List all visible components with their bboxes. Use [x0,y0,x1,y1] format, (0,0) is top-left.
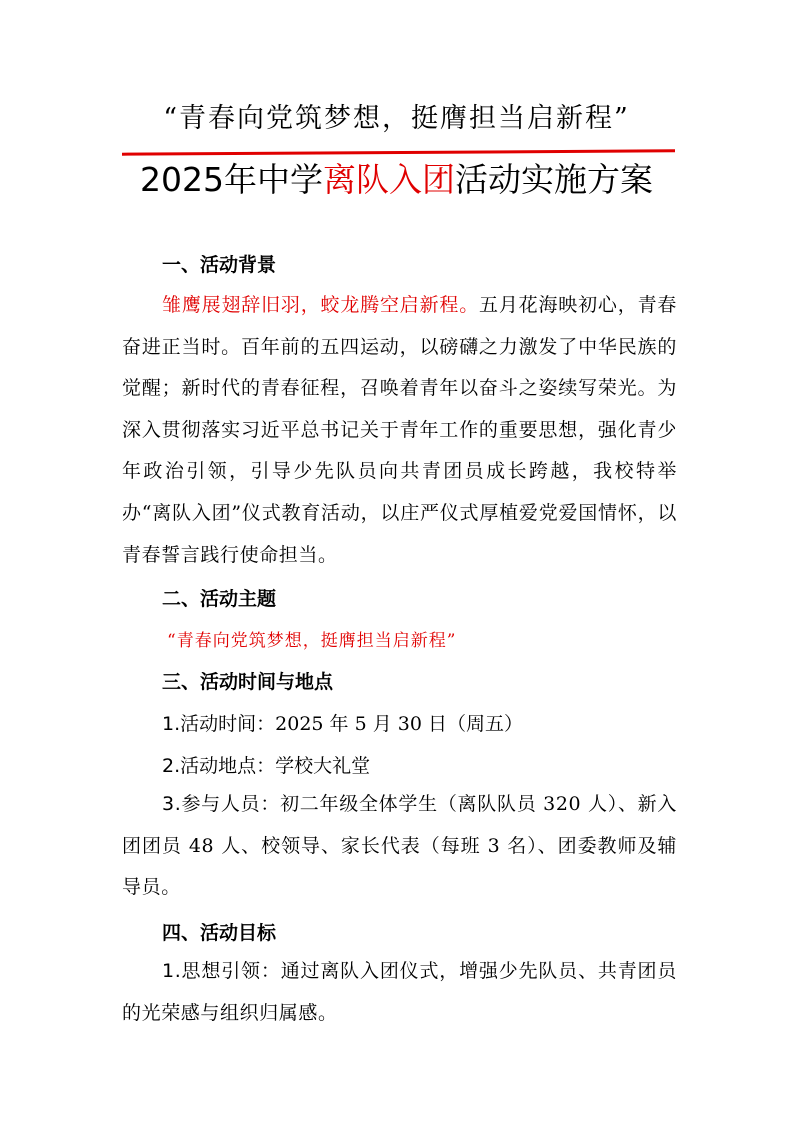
time-line [162,709,523,736]
background-lead: 雏鹰展翅辞旧羽，蛟龙腾空启新程。 [162,294,480,316]
participants-value: 初二年级全体学生（离队队员 320 人）、新入团团员 48 人、校领导、家长代表（每班 3 名）、团委教师及辅导员。 [122,793,677,899]
section-heading-goals: 四、活动目标 [162,922,277,944]
title-highlight: 离队入团 [322,160,455,199]
slogan-title: “青春向党筑梦想，挺膺担当启新程” [163,103,630,134]
page-title [0,154,793,201]
section-heading-background: 一、活动背景 [162,254,277,276]
place-label: 2.活动地点： [162,755,276,777]
goal1-paragraph [122,951,677,1034]
time-value: 2025 年 5 月 30 日（周五） [275,713,523,735]
title-prefix: 2025年中学 [140,160,323,199]
background-paragraph [122,285,677,576]
place-value: 学校大礼堂 [275,755,371,777]
section-heading-theme: 二、活动主题 [162,588,277,610]
goal1-value: 通过离队入团仪式，增强少先队员、共青团员的光荣感与组织归属感。 [122,960,677,1024]
participants-label: 3.参与人员： [162,793,281,815]
title-suffix: 活动实施方案 [454,160,653,199]
time-label: 1.活动时间： [162,713,276,735]
section-heading-time-place: 三、活动时间与地点 [162,671,334,693]
place-line [162,751,370,778]
participants-paragraph [122,784,677,909]
goal1-label: 1.思想引领： [162,960,281,982]
background-body: 五月花海映初心，青春奋进正当时。百年前的五四运动，以磅礴之力激发了中华民族的觉醒；新时代的青春征程，召唤着青年以奋斗之姿续写荣光。为深入贯彻落实习近平总书记关于青年工作的重要思想，强化青少年政治引领，引导少先队员向共青团员成长跨越，我校特举办“离队入团”仪式教育活动，以庄严仪式厚植爱党爱国情怀，以青春誓言践行使命担当。 [122,294,677,566]
theme-text: “青春向党筑梦想，挺膺担当启新程” [167,631,457,651]
